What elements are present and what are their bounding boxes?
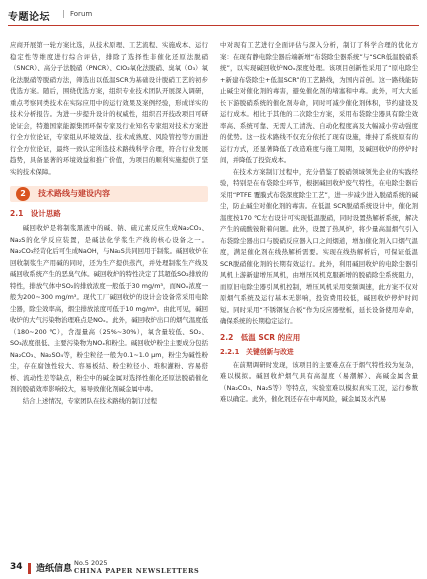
- header-separator: |: [62, 9, 65, 18]
- body-paragraph: 结合上述情况，专家团队在技术路线的制订过程: [22, 396, 157, 405]
- section-heading-2: [10, 186, 208, 202]
- footer-accent-bar: [28, 563, 31, 574]
- body-paragraph: 在技术方案制订过程中，充分借鉴了脱硝领域领先企业的实践经验，特别是在布袋除尘环节，根据碱回收炉废气特性，在电除尘器后采用“PTFE 覆膜式布袋深度除尘工艺”，进一步减少进入脱硝系统的碱尘，防止碱尘对催化剂的毒害。在低温 SCR脱硝系统设计中，催化剂温度按170 ℃左右设计可实现低温脱硝，同时设置热解析系统，解决产生的硫酸铵附着问题。此外，设置了热风炉，将少量高温烟气引入布袋除尘器出口与脱硝反应器入口之间烟道，增加催化剂入口烟气温度，满足催化剂在线热解析需要。实现在线热解析后，可保证低温SCR脱硝催化剂的长期有效运行。此外，利用碱回收炉的电除尘器引风机上游新建增压风机，由增压风机克服新增的脱硝除尘系统阻力，而原旧电除尘器引风机控制，增压风机采用变频调速，此方案不仅对原烟气系统及运行基本无影响，投资费用较低，碱回收炉停炉时间短。同时采用“不锈钢复合板”作为反应器壁板，延长设备使用寿命，确保系统的长期稳定运行。: [220, 167, 418, 325]
- section-title: 技术路线与建设内容: [38, 189, 110, 198]
- page-header: [0, 0, 427, 28]
- column-title: 专题论坛: [8, 12, 50, 23]
- page-number: 34: [10, 562, 23, 572]
- column-subtitle: Forum: [70, 10, 93, 18]
- page-footer: [0, 556, 427, 579]
- issue-number: No.5 2025: [74, 559, 108, 567]
- intro-paragraph: 应商开展第一轮方案比选，从技术原理、工艺流程、实施成本、运行稳定性等维度进行综合评估，排除了选择性非催化还原法脱硝（SNCR）、高分子法脱硝（PNCR）、ClO₂氧化法脱硝、臭氧（O₃）氧化法脱硝等脱硝方法，筛选出以低温SCR为基础设计脱硝工艺的初步优选方案。随后，围绕优选方案，组织专业技术团队开展深入调研，重点考察同类技术在实际应用中的运行效果及案例经验，形成详实的技术分析报告。为进一步提升设计的权威性，组织召开技改项目可研论证会，特邀国家能源集团环保专家及行业知名专家组对技术方案进行全方位论证，专家组从环境效益、技术成熟度、风险管控等方面进行全方位论证，最终一致认定所选技术路线科学合理，符合行业发展趋势，具备显著的环境效益和推广价值，为项目的顺利实施提供了坚实的技术保障。: [10, 41, 208, 176]
- body-paragraph: 中对现有工艺进行全面评估与深入分析，制订了科学合理的优化方案：在现有静电除尘器后端新增“布袋除尘器系统”与“SCR低温脱硝系统”，以实现碱回收炉NOₓ深度处理。该项目创新性采用了“原电除尘+新建布袋除尘+低温SCR”的工艺路线，为国内首创。这一路线能防止碱尘对催化剂的毒害，避免催化剂的堵塞和中毒。此外，可大大延长下游脱硝系统的催化剂寿命，同时可减少催化剂体积，节约建设及运行成本。相比于其他的二次除尘方案，采用布袋除尘器具有除尘效率高、系统可靠、无需人工清洗、自动化程度高及大幅减小劳动强度的优势。这一技术路线不仅充分依托了现有设施，维持了系统原有的运行方式，还显著降低了改造难度与施工周期，及碱回收炉的停炉时间，并降低了投资成本。: [220, 41, 418, 164]
- body-paragraph: 在前期调研时发现，该项目的主要难点在于烟气特性较为复杂，难以模拟。碱回收炉烟气具有高湿度（易潮解）、高碱金属含量（Na₂CO₃、Na₂S等）等特点，实验室难以模拟真实工况，运行参数难以确定。此外，催化剂还存在中毒风险，碱金属及水汽易: [220, 360, 418, 403]
- journal-name: CHINA PAPER NEWSLETTERS: [74, 567, 200, 575]
- journal-logo: 造纸信息: [36, 564, 73, 574]
- body-paragraph: 碱回收炉是将制浆黑液中的碱、钠、硫元素反应生成Na₂CO₃、Na₂S的化学反应装置，是碱法化学浆生产线的核心设备之一。Na₂CO₃经苛化后可生成NaOH，与Na₂S共同回用于制浆。碱回收炉在回收制浆生产用碱的同时，还为生产提供蒸汽，并处理制浆生产线及碱回收系统产生的恶臭气体。碱回收炉的特性决定了其超低SO₂排放的特性，排放气体中SO₂的排放浓度一般低于30 mg/m³，而NOₓ浓度一般为200~300 mg/m³。现代工厂碱回收炉的设计会设备常采用电除尘器，除尘效率高，烟尘排放浓度可低于10 mg/m³。由此可见，碱回收炉的大气污染物治理难点是NOₓ。此外，碱回收炉出口的烟气温度低（180~200 ℃），含湿量高（25%~30%），氧含量较低、SO₂、SO₃浓度很低、主要污染物为NOₓ和粉尘。碱回收炉粉尘主要成分包括Na₂CO₃、Na₂SO₄等，粉尘粒径一般为0.1~1.0 μm，粉尘为碱性粉尘，存在腐蚀性较大、容易板结、粉尘粒径小、堆积灌粉、容易搭桥、流动性差等缺点，粉尘中的碱金属对选择性催化还原法脱硝催化剂的脱硝效率影响较大，易导致催化剂碱金属中毒。: [10, 224, 208, 393]
- header-rule: [8, 25, 419, 26]
- subsubsection-heading-2-2-1: 2.2.1 关键创新与改进: [220, 347, 294, 356]
- section-number-badge: 2: [16, 187, 30, 201]
- subsection-heading-2-2: 2.2 低温 SCR 的应用: [220, 332, 301, 342]
- right-column: [220, 40, 418, 406]
- left-column: [10, 40, 208, 407]
- subsection-heading-2-1: 2.1 设计思路: [10, 209, 61, 218]
